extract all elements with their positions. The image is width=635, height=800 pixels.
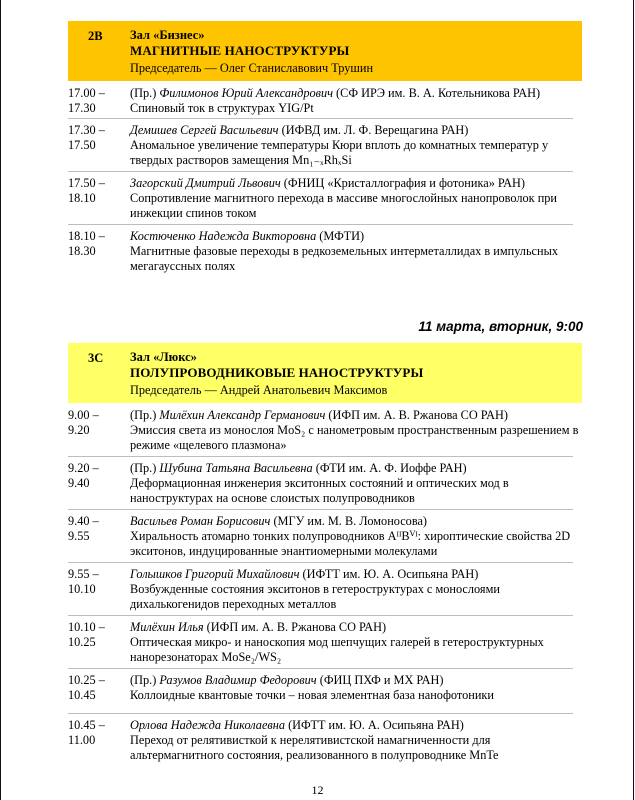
- talk-divider: [68, 118, 573, 119]
- talk-time: 9.20 – 9.40: [68, 461, 99, 490]
- session-title: ПОЛУПРОВОДНИКОВЫЕ НАНОСТРУКТУРЫ: [130, 365, 424, 380]
- talk-author: Голышков Григорий Михайлович: [130, 567, 300, 581]
- talk-item: [68, 514, 582, 567]
- talk-author: Загорский Дмитрий Львович: [130, 176, 281, 190]
- talk-body: [130, 620, 585, 665]
- talk-author: Разумов Владимир Федорович: [159, 673, 317, 687]
- talk-body: [130, 229, 585, 274]
- session-header: [68, 21, 582, 81]
- talk-prefix: (Пр.): [130, 673, 160, 687]
- talk-time: 10.10 – 10.25: [68, 620, 105, 649]
- page-left-border: [0, 0, 1, 800]
- talk-title: Эмиссия света из монослоя MoS₂ с нанометровым пространственным разрешением в режиме «щелевого плазмона»: [130, 423, 579, 452]
- talk-author: Шубина Татьяна Васильевна: [159, 461, 313, 475]
- session-header: [68, 343, 582, 403]
- talk-author: Демишев Сергей Васильевич: [130, 123, 279, 137]
- talk-affiliation: (ИФП им. А. В. Ржанова СО РАН): [325, 408, 508, 422]
- talk-item: [68, 718, 582, 768]
- talk-prefix: (Пр.): [130, 86, 160, 100]
- talk-time: 10.45 – 11.00: [68, 718, 105, 747]
- session-3c: [68, 343, 582, 763]
- talk-title: Деформационная инженерия экситонных состояний и оптических мод в наноструктурах на основе слоистых полупроводников: [130, 476, 509, 505]
- talk-prefix: (Пр.): [130, 461, 160, 475]
- talk-title: Переход от релятивисткой к нерелятивистской намагниченности для альтермагнитного состояния, реализованного в полупроводнике MnTe: [130, 733, 499, 762]
- talk-divider: [68, 713, 573, 714]
- talk-divider: [68, 224, 573, 225]
- talk-affiliation: (ИФТТ им. Ю. А. Осипьяна РАН): [299, 567, 479, 581]
- talk-item: [68, 673, 582, 718]
- talk-item: [68, 408, 582, 461]
- talk-time: 17.00 – 17.30: [68, 86, 105, 115]
- talk-item: [68, 461, 582, 514]
- talk-divider: [68, 509, 573, 510]
- talk-title: Спиновый ток в структурах YIG/Pt: [130, 101, 314, 115]
- talk-affiliation: (ФИЦ ПХФ и МХ РАН): [316, 673, 444, 687]
- talk-author: Васильев Роман Борисович: [130, 514, 271, 528]
- talk-author: Орлова Надежда Николаевна: [130, 718, 285, 732]
- page-right-border: [633, 0, 634, 800]
- talk-time: 9.40 – 9.55: [68, 514, 99, 543]
- session-hall: Зал «Бизнес»: [130, 28, 205, 42]
- session-hall: Зал «Люкс»: [130, 350, 197, 364]
- talk-affiliation: (ИФП им. А. В. Ржанова СО РАН): [203, 620, 387, 634]
- session-chair: Председатель — Олег Станиславович Трушин: [130, 61, 374, 75]
- talk-body: [130, 718, 585, 763]
- talk-body: [130, 567, 585, 612]
- talk-time: 9.00 – 9.20: [68, 408, 99, 437]
- talk-time: 18.10 – 18.30: [68, 229, 105, 258]
- session-2b: [68, 21, 582, 274]
- talk-divider: [68, 615, 573, 616]
- talk-author: Милёхин Илья: [130, 620, 204, 634]
- talk-item: [68, 567, 582, 620]
- session-code: 2B: [88, 29, 103, 43]
- talk-body: [130, 408, 585, 453]
- talk-affiliation: (СФ ИРЭ им. В. А. Котельникова РАН): [332, 86, 541, 100]
- talk-title: Хиральность атомарно тонких полупроводников AᴵᴵBⱽᴵ: хироптические свойства 2D экситонов, индуцированные энантиомерными молекулами: [130, 529, 571, 558]
- talk-title: Аномальное увеличение температуры Кюри вплоть до комнатных температур у твердых растворов замещения Mn₁₋ₓRhₓSi: [130, 138, 549, 167]
- date-heading: 11 марта, вторник, 9:00: [418, 319, 583, 334]
- talk-divider: [68, 668, 573, 669]
- talk-affiliation: (ИФТТ им. Ю. А. Осипьяна РАН): [285, 718, 464, 732]
- talk-divider: [68, 562, 573, 563]
- talk-prefix: (Пр.): [130, 408, 160, 422]
- talk-divider: [68, 171, 573, 172]
- talk-title: Оптическая микро- и наноскопия мод шепчущих галерей в гетероструктурных нанорезонаторах MoSe₂/WS₂: [130, 635, 544, 664]
- talk-author: Милёхин Александр Германович: [159, 408, 326, 422]
- talk-item: [68, 176, 582, 229]
- talk-item: [68, 123, 582, 176]
- talk-author: Костюченко Надежда Викторовна: [130, 229, 317, 243]
- talk-affiliation: (МФТИ): [316, 229, 365, 243]
- talk-affiliation: (ФТИ им. А. Ф. Иоффе РАН): [312, 461, 467, 475]
- talk-time: 17.30 – 17.50: [68, 123, 105, 152]
- talk-body: [130, 461, 585, 506]
- talk-title: Коллоидные квантовые точки – новая элементная база нанофотоники: [130, 688, 494, 702]
- session-title: МАГНИТНЫЕ НАНОСТРУКТУРЫ: [130, 43, 350, 58]
- session-chair: Председатель — Андрей Анатольевич Максимов: [130, 383, 388, 397]
- talk-affiliation: (ФНИЦ «Кристаллография и фотоника» РАН): [280, 176, 526, 190]
- talk-title: Сопротивление магнитного перехода в массиве многослойных нанопроволок при инжекции спинов током: [130, 191, 558, 220]
- talk-item: [68, 620, 582, 673]
- talk-affiliation: (МГУ им. М. В. Ломоносова): [270, 514, 428, 528]
- talk-time: 17.50 – 18.10: [68, 176, 105, 205]
- talk-body: [130, 176, 585, 221]
- page-number: 12: [311, 783, 324, 797]
- talk-affiliation: (ИФВД им. Л. Ф. Верещагина РАН): [278, 123, 469, 137]
- talk-body: [130, 673, 585, 703]
- session-code: 3C: [88, 351, 104, 365]
- talk-body: [130, 514, 585, 559]
- talk-title: Возбужденные состояния экситонов в гетероструктурах с монослоями дихалькогенидов переходных металлов: [130, 582, 500, 611]
- talk-time: 10.25 – 10.45: [68, 673, 105, 702]
- talk-body: [130, 123, 585, 168]
- talk-item: [68, 229, 582, 279]
- talk-body: [130, 86, 585, 116]
- talk-author: Филимонов Юрий Александрович: [159, 86, 333, 100]
- talk-divider: [68, 456, 573, 457]
- talk-title: Магнитные фазовые переходы в редкоземельных интерметаллидах в импульсных мегагауссных полях: [130, 244, 559, 273]
- talk-time: 9.55 – 10.10: [68, 567, 99, 596]
